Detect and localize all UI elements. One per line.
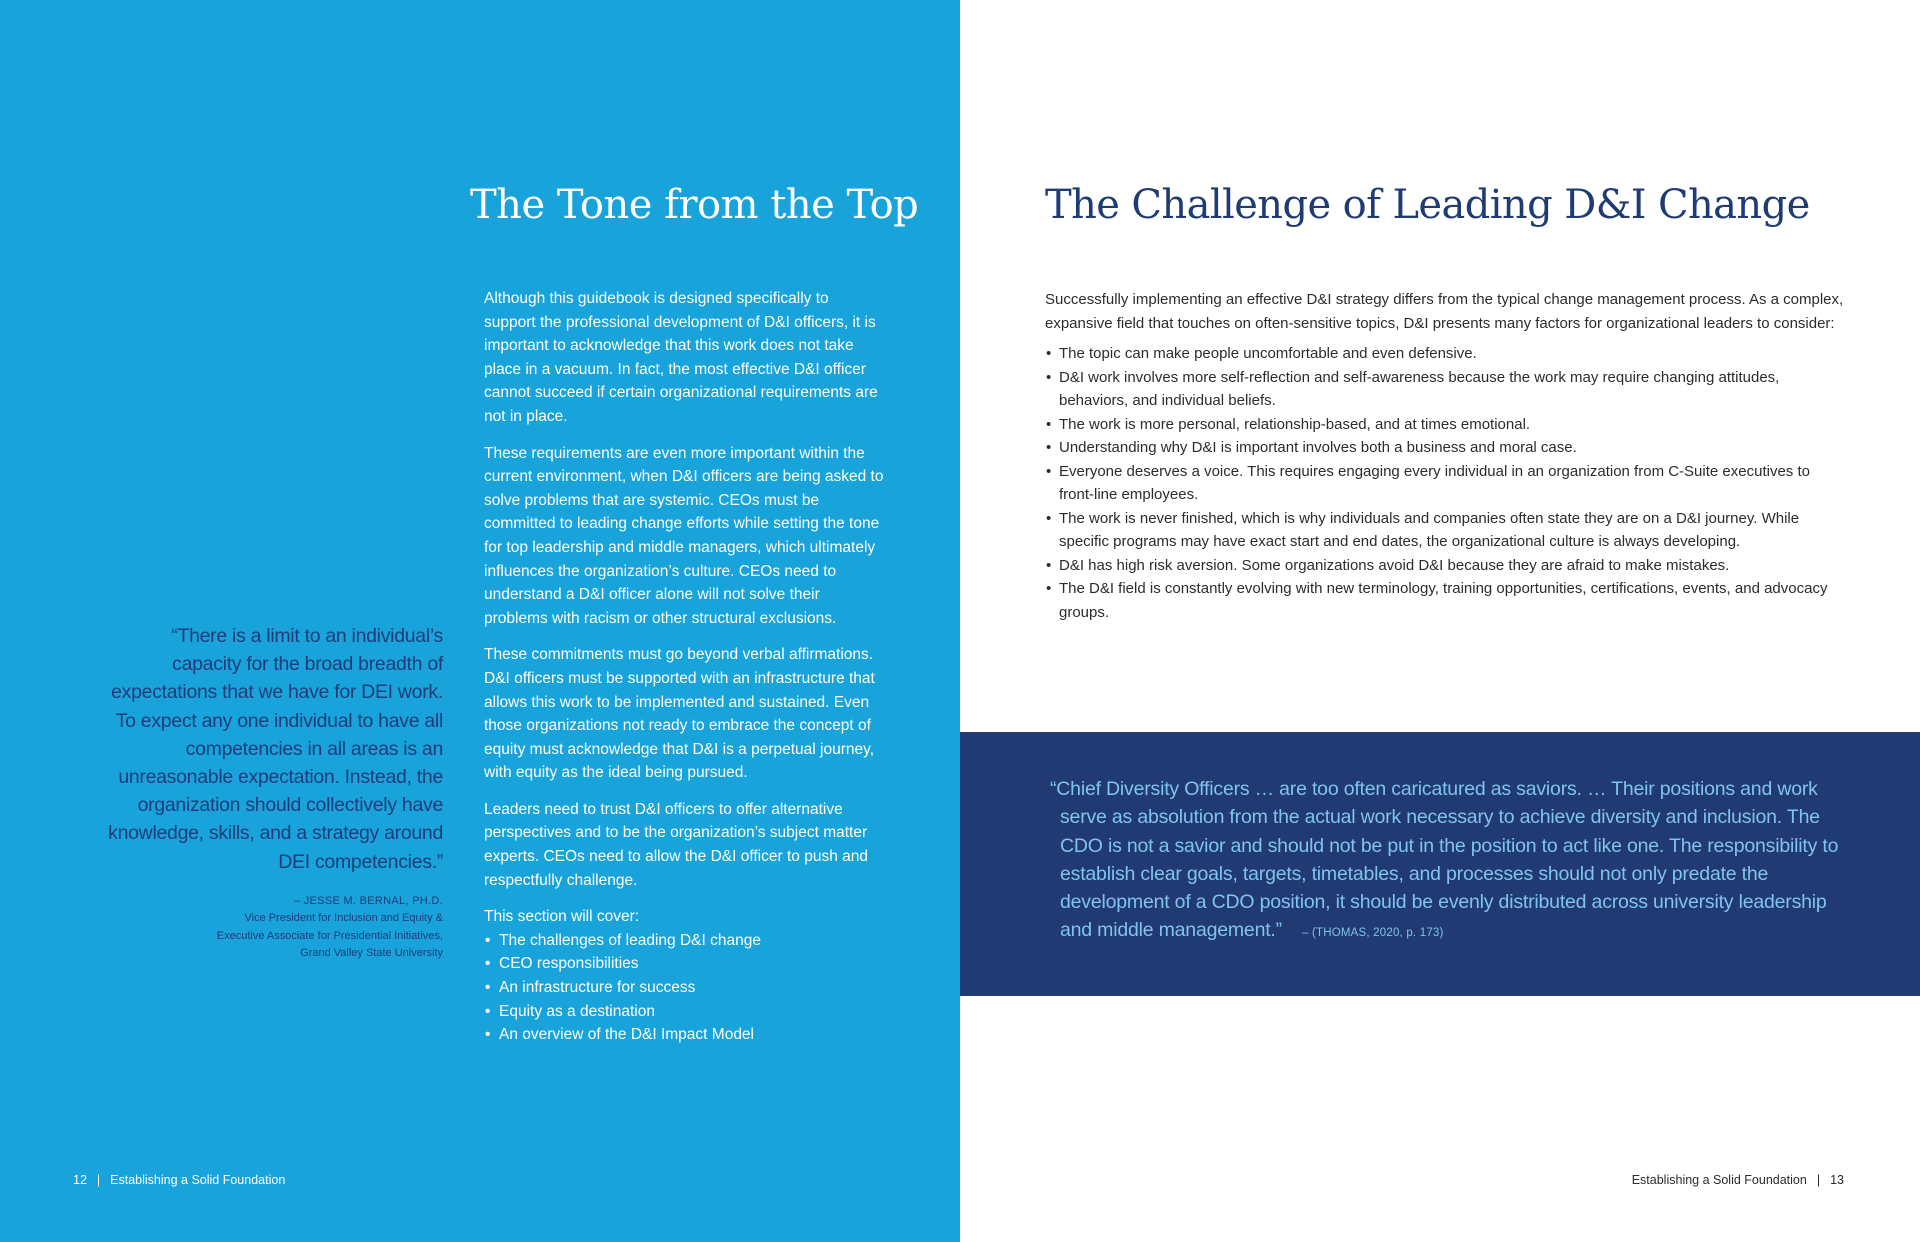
attribution-title: Vice President for Inclusion and Equity & (244, 912, 443, 925)
page-number: 13 (1830, 1173, 1844, 1187)
body-paragraph: These requirements are even more important within the current environment, when D&I officers are being asked to solve problems that are systemic. CEOs must be committed to leading change efforts while setting the tone for top leadership and middle managers, which ultimately influences the organization’s culture. CEOs need to understand a D&I officer alone will not solve their problems with racism or other structural exclusions. (484, 444, 884, 627)
attribution-title: Executive Associate for Presidential Initiatives, (216, 929, 443, 942)
list-item: • Equity as a destination (484, 1000, 884, 1024)
footer-right (1632, 1173, 1844, 1187)
pull-quote (108, 622, 443, 963)
list-item: • Everyone deserves a voice. This requires engaging every individual in an organization from C-Suite executives to front-line employees. (1045, 460, 1845, 507)
left-page-title: The Tone from the Top (470, 182, 919, 228)
section-cover-list (484, 929, 884, 1047)
list-item: • The work is never finished, which is why individuals and companies often state they are on a D&I journey. While specific programs may have exact start and end dates, the organizational culture is always developing. (1045, 507, 1845, 554)
band-quote-text: “Chief Diversity Officers … are too often caricatured as saviors. … Their positions and work serve as absolution from the actual work necessary to achieve diversity and inclusion. The CDO is not a savior and should not be put in the position to act like one. The responsibility to establish clear goals, targets, timetables, and processes should not only predate the development of a CDO position, it should be evenly distributed across university leadership and middle management.” (1050, 778, 1839, 942)
right-page-title: The Challenge of Leading D&I Change (1045, 182, 1810, 228)
attribution-name: – JESSE M. BERNAL, PH.D. (293, 894, 443, 907)
list-item: • The D&I field is constantly evolving with new terminology, training opportunities, certifications, events, and advocacy groups. (1045, 577, 1845, 624)
factors-list (1045, 342, 1845, 624)
list-item: • D&I has high risk aversion. Some organizations avoid D&I because they are afraid to make mistakes. (1045, 554, 1845, 578)
attribution-organization: Grand Valley State University (300, 947, 443, 960)
list-item: • CEO responsibilities (484, 952, 884, 976)
body-paragraph: Leaders need to trust D&I officers to offer alternative perspectives and to be the organization’s subject matter experts. CEOs need to allow the D&I officer to push and respectfully challenge. (484, 800, 868, 889)
footer-separator: | (96, 1173, 101, 1187)
pull-quote-text: “There is a limit to an individual’s capacity for the broad breadth of expectations that we have for DEI work. To expect any one individual to have all competencies in all areas is an unreasonable expectation. Instead, the organization should collectively have knowledge, skills, and a strategy around DEI competencies.” (108, 625, 443, 873)
list-item: • Understanding why D&I is important involves both a business and moral case. (1045, 436, 1845, 460)
list-item: • The challenges of leading D&I change (484, 929, 884, 953)
footer-title: Establishing a Solid Foundation (110, 1173, 286, 1187)
band-quote (1050, 775, 1840, 948)
body-paragraph: These commitments must go beyond verbal affirmations. D&I officers must be supported with an infrastructure that allows this work to be implemented and sustained. Even those organizations not ready to embrace the concept of equity must acknowledge that D&I is a perpetual journey, with equity as the ideal being pursued. (484, 646, 875, 782)
list-item: • The work is more personal, relationship-based, and at times emotional. (1045, 413, 1845, 437)
list-item: • An overview of the D&I Impact Model (484, 1023, 884, 1047)
body-paragraph: Successfully implementing an effective D&I strategy differs from the typical change management process. As a complex, expansive field that touches on often-sensitive topics, D&I presents many factors for organizational leaders to consider: (1045, 291, 1844, 332)
list-item: • The topic can make people uncomfortable and even defensive. (1045, 342, 1845, 366)
footer-title: Establishing a Solid Foundation (1631, 1173, 1807, 1187)
pull-quote-attribution (108, 893, 443, 963)
section-cover-intro: This section will cover: (484, 908, 640, 926)
list-item: • D&I work involves more self-reflection and self-awareness because the work may require changing attitudes, behaviors, and individual beliefs. (1045, 366, 1845, 413)
right-body-text (1045, 288, 1845, 624)
page-number: 12 (73, 1173, 87, 1187)
band-quote-citation: – (THOMAS, 2020, p. 173) (1301, 927, 1444, 940)
footer-separator: | (1816, 1173, 1821, 1187)
list-item: • An infrastructure for success (484, 976, 884, 1000)
body-paragraph: Although this guidebook is designed specifically to support the professional development of D&I officers, it is important to acknowledge that this work does not take place in a vacuum. In fact, the most effective D&I officer cannot succeed if certain organizational requirements are not in place. (484, 290, 878, 425)
footer-left (73, 1173, 285, 1187)
left-body-text (484, 287, 884, 1047)
